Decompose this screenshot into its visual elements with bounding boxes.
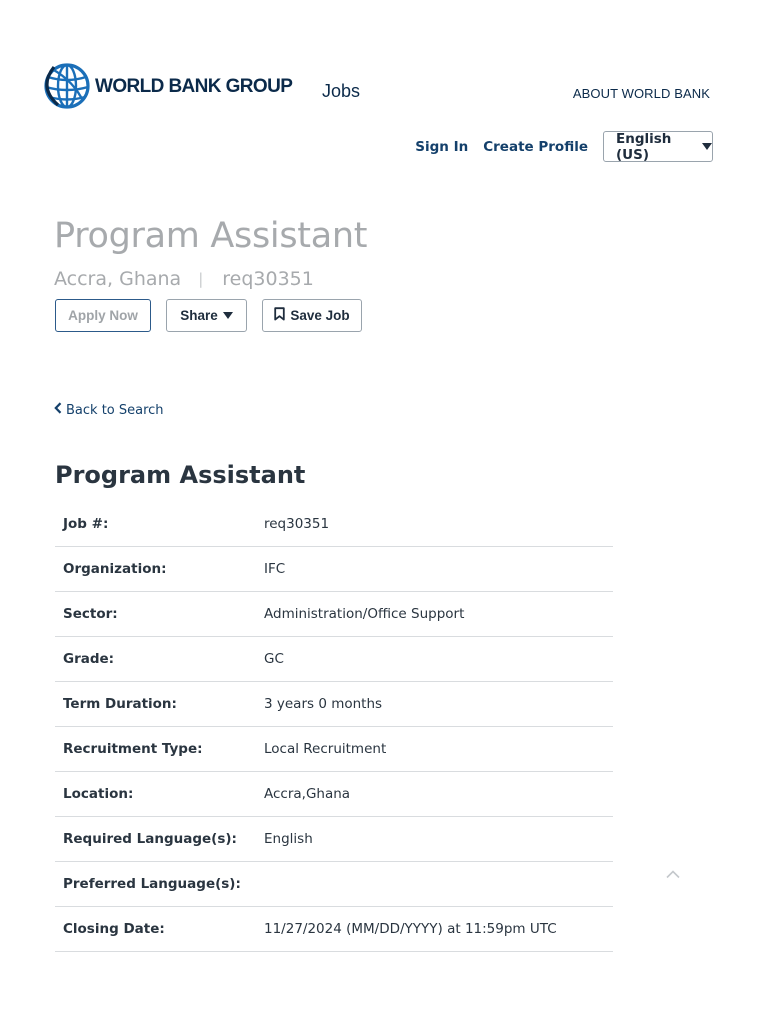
job-actions (55, 299, 362, 332)
world-bank-logo[interactable] (44, 63, 292, 109)
table-row (55, 592, 613, 637)
table-row (55, 502, 613, 547)
chevron-left-icon (54, 402, 66, 418)
row-value: req30351 (264, 502, 613, 547)
row-label: Sector: (55, 592, 264, 637)
table-row (55, 727, 613, 772)
back-to-search-link[interactable] (54, 402, 164, 418)
row-value: Accra,Ghana (264, 772, 613, 817)
save-job-label: Save Job (290, 308, 350, 323)
row-value: English (264, 817, 613, 862)
account-actions (415, 131, 713, 162)
save-job-button[interactable] (262, 299, 362, 332)
row-value: 3 years 0 months (264, 682, 613, 727)
job-req-id: req30351 (222, 268, 314, 290)
job-title-hero: Program Assistant (54, 216, 368, 256)
bookmark-icon (274, 307, 290, 324)
row-label: Required Language(s): (55, 817, 264, 862)
sign-in-link[interactable]: Sign In (415, 138, 469, 155)
job-details-title: Program Assistant (55, 461, 306, 489)
share-label: Share (180, 308, 218, 323)
apply-now-button[interactable] (55, 299, 151, 332)
job-location: Accra, Ghana (54, 268, 182, 290)
separator: | (198, 270, 204, 288)
row-label: Preferred Language(s): (55, 862, 264, 907)
language-select[interactable] (603, 131, 713, 162)
table-row (55, 547, 613, 592)
row-value: IFC (264, 547, 613, 592)
job-details-table (55, 502, 613, 952)
caret-down-icon (223, 312, 233, 319)
chevron-up-icon (665, 864, 681, 883)
row-value: 11/27/2024 (MM/DD/YYYY) at 11:59pm UTC (264, 907, 613, 952)
jobs-link[interactable]: Jobs (322, 81, 361, 101)
table-row (55, 682, 613, 727)
table-row (55, 907, 613, 952)
row-value: GC (264, 637, 613, 682)
row-value: Administration/Office Support (264, 592, 613, 637)
about-world-bank-link[interactable]: ABOUT WORLD BANK (572, 86, 710, 101)
table-row (55, 772, 613, 817)
caret-down-icon (702, 143, 712, 150)
share-button[interactable] (166, 299, 247, 332)
globe-icon (44, 63, 92, 109)
row-label: Organization: (55, 547, 264, 592)
row-label: Location: (55, 772, 264, 817)
back-to-search-label: Back to Search (66, 402, 164, 418)
logo-text: WORLD BANK GROUP (95, 75, 293, 97)
row-label: Term Duration: (55, 682, 264, 727)
table-row (55, 817, 613, 862)
row-value: Local Recruitment (264, 727, 613, 772)
job-subtitle (54, 268, 314, 290)
table-row (55, 637, 613, 682)
row-label: Closing Date: (55, 907, 264, 952)
row-label: Recruitment Type: (55, 727, 264, 772)
language-selected-value: English (US) (616, 130, 672, 163)
row-label: Grade: (55, 637, 264, 682)
apply-now-label: Apply Now (68, 308, 138, 323)
scroll-to-top-button[interactable] (665, 864, 681, 883)
row-label: Job #: (55, 502, 264, 547)
create-profile-link[interactable]: Create Profile (483, 138, 588, 155)
table-row (55, 862, 613, 907)
row-value (264, 862, 613, 907)
